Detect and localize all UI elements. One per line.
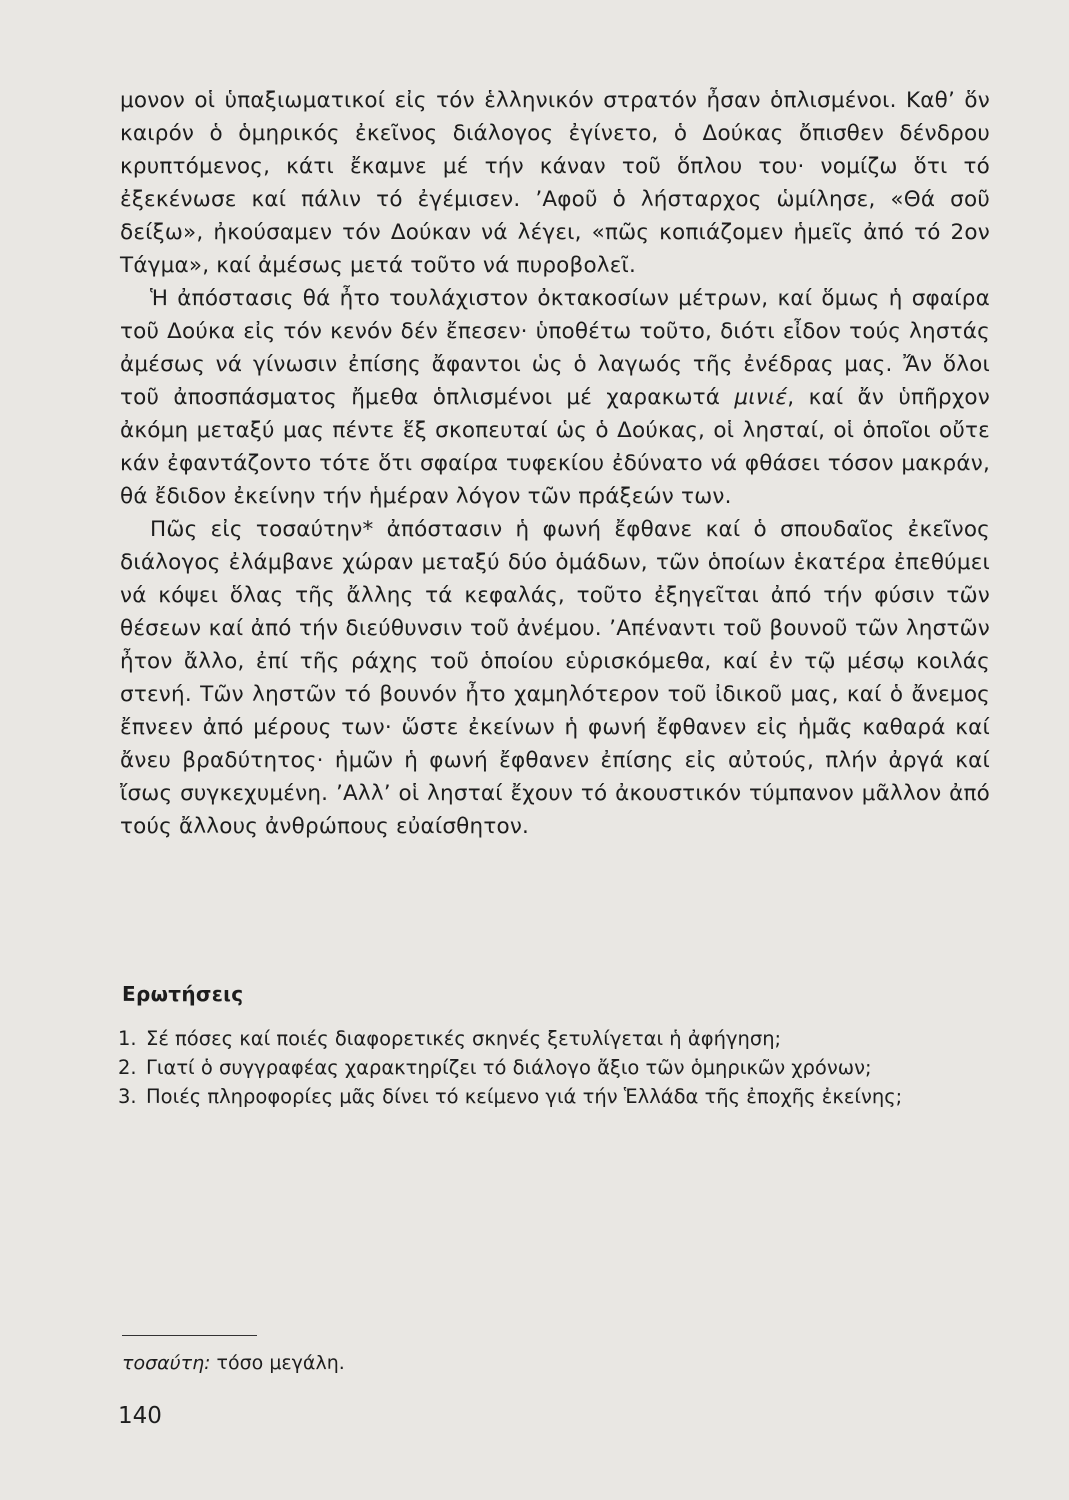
question-item <box>118 1024 990 1053</box>
page-number: 140 <box>118 1403 162 1429</box>
paragraph-2-text-a: Ἡ ἀπόστασις θά ἦτο τουλάχιστον ὀκτακοσίων μέτρων, καί ὅμως ἡ σφαίρα τοῦ Δούκα εἰς τόν κενόν δέν ἔπεσεν· ὑποθέτω τοῦτο, διότι εἶδον τούς ληστάς ἀμέσως νά γίνωσιν ἐπίσης ἄφαντοι ὡς ὁ λαγωός τῆς ἐνέδρας μας. Ἄν ὅλοι τοῦ ἀποσπάσματος ἤμεθα ὁπλισμένοι μέ χαρακωτά <box>120 286 990 410</box>
paragraph-1-text: μονον οἱ ὑπαξιωματικοί εἰς τόν ἑλληνικόν στρατόν ἦσαν ὁπλισμένοι. Καθ’ ὅν καιρόν ὁ ὁμηρικός ἐκεῖνος διάλογος ἐγίνετο, ὁ Δούκας ὄπισθεν δένδρου κρυπτόμενος, κάτι ἔκαμνε μέ τήν κάναν τοῦ ὅπλου του· νομίζω ὅτι τό ἐξεκένωσε καί πάλιν τό ἐγέμισεν. ’Αφοῦ ὁ λήσταρχος ὡμίλησε, «Θά σοῦ δείξω», ἠκούσαμεν τόν Δούκαν νά λέγει, «πῶς κοπιάζομεν ἡμεῖς ἀπό τό 2ον Τάγμα», καί ἀμέσως μετά τοῦτο νά πυροβολεῖ. <box>120 88 990 278</box>
question-number: 1. <box>118 1027 137 1050</box>
paragraph-3-text: Πῶς εἰς τοσαύτην* ἀπόστασιν ἡ φωνή ἔφθανε καί ὁ σπουδαῖος ἐκεῖνος διάλογος ἐλάμβανε χώραν μεταξύ δύο ὁμάδων, τῶν ὁποίων ἑκατέρα ἐπεθύμει νά κόψει ὅλας τῆς ἄλλης τά κεφαλάς, τοῦτο ἐξηγεῖται ἀπό τήν φύσιν τῶν θέσεων καί ἀπό τήν διεύθυνσιν τοῦ ἀνέμου. ’Απέναντι τοῦ βουνοῦ τῶν ληστῶν ἦτον ἄλλο, ἐπί τῆς ράχης τοῦ ὁποίου εὑρισκόμεθα, καί ἐν τῷ μέσῳ κοιλάς στενή. Τῶν ληστῶν τό βουνόν ἦτο χαμηλότερον τοῦ ἰδικοῦ μας, καί ὁ ἄνεμος ἔπνεεν ἀπό μέρους των· ὥστε ἐκείνων ἡ φωνή ἔφθανεν εἰς ἡμᾶς καθαρά καί ἄνευ βραδύτητος· ἡμῶν ἡ φωνή ἔφθανεν ἐπίσης εἰς αὐτούς, πλήν ἀργά καί ἴσως συγκεχυμένη. ’Αλλ’ οἱ λησταί ἔχουν τό ἀκουστικόν τύμπανον μᾶλλον ἀπό τούς ἄλλους ἀνθρώπους εὐαίσθητον. <box>120 517 990 839</box>
footnote-term: τοσαύτη: <box>122 1352 211 1374</box>
question-item <box>118 1082 990 1111</box>
question-text: Γιατί ὁ συγγραφέας χαρακτηρίζει τό διάλογο ἄξιο τῶν ὁμηρικῶν χρόνων; <box>146 1056 872 1079</box>
question-number: 2. <box>118 1056 137 1079</box>
footnote-divider <box>122 1335 257 1336</box>
question-number: 3. <box>118 1085 137 1108</box>
footnote <box>122 1350 345 1376</box>
question-text: Σέ πόσες καί ποιές διαφορετικές σκηνές ξετυλίγεται ἡ ἀφήγηση; <box>146 1027 782 1050</box>
questions-list <box>118 1024 990 1111</box>
paragraph-1 <box>120 84 990 282</box>
footnote-definition: τόσο μεγάλη. <box>210 1352 345 1374</box>
question-item <box>118 1053 990 1082</box>
questions-heading: Ερωτήσεις <box>122 982 244 1006</box>
paragraph-2-text-b: , καί ἄν ὑπῆρχον ἀκόμη μεταξύ μας πέντε ἕξ σκοπευταί ὡς ὁ Δούκας, οἱ λησταί, οἱ ὁποῖοι οὔτε κάν ἐφαντάζοντο τότε ὅτι σφαίρα τυφεκίου ἐδύνατο νά φθάσει τόσον μακράν, θά ἔδιδον ἐκείνην τήν ἡμέραν λόγον τῶν πράξεών των. <box>120 385 990 509</box>
question-text: Ποιές πληροφορίες μᾶς δίνει τό κείμενο γιά τήν Ἑλλάδα τῆς ἐποχῆς ἐκείνης; <box>146 1085 903 1108</box>
paragraph-2 <box>120 282 990 513</box>
paragraph-2-italic-word: μινιέ <box>734 385 788 410</box>
body-text <box>120 84 990 843</box>
paragraph-3 <box>120 513 990 843</box>
